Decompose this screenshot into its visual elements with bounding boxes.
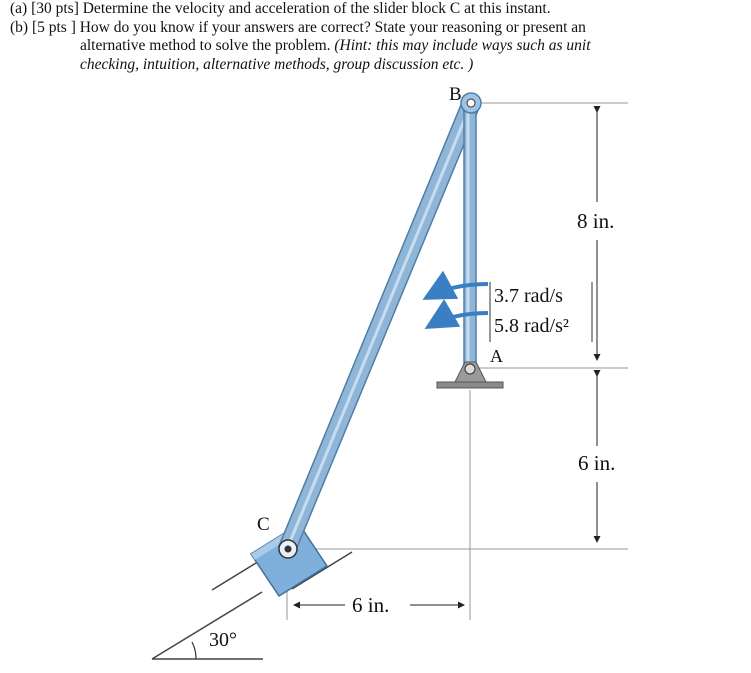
dim-label-8-in: 8 in.	[577, 209, 615, 233]
label-b: B	[449, 84, 462, 105]
dim-label-6-in-horizontal: 6 in.	[352, 593, 390, 617]
part-b-hint: (Hint: this may include ways such as unit	[334, 37, 591, 54]
pin-c	[279, 540, 297, 558]
problem-part-b-line3: checking, intuition, alternative methods, group discussion etc. )	[80, 55, 474, 73]
label-a: A	[490, 346, 503, 366]
problem-part-a: (a) [30 pts] Determine the velocity and acceleration of the slider block C at this instant.	[10, 0, 551, 17]
angle-label: 30°	[209, 629, 237, 651]
problem-part-b: (b) [5 pts ] How do you know if your answers are correct? State your reasoning or present an	[10, 18, 586, 36]
pin-b	[461, 93, 481, 113]
link-bc	[279, 100, 479, 552]
label-c: C	[257, 514, 270, 535]
part-b-text: alternative method to solve the problem.	[80, 37, 335, 54]
link-ab	[464, 103, 476, 366]
dim-label-6-in-vertical: 6 in.	[578, 451, 616, 475]
omega-arrow	[426, 284, 488, 298]
omega-label: 3.7 rad/s	[494, 285, 563, 307]
alpha-label: 5.8 rad/s²	[494, 315, 569, 337]
alpha-arrow	[428, 313, 488, 327]
